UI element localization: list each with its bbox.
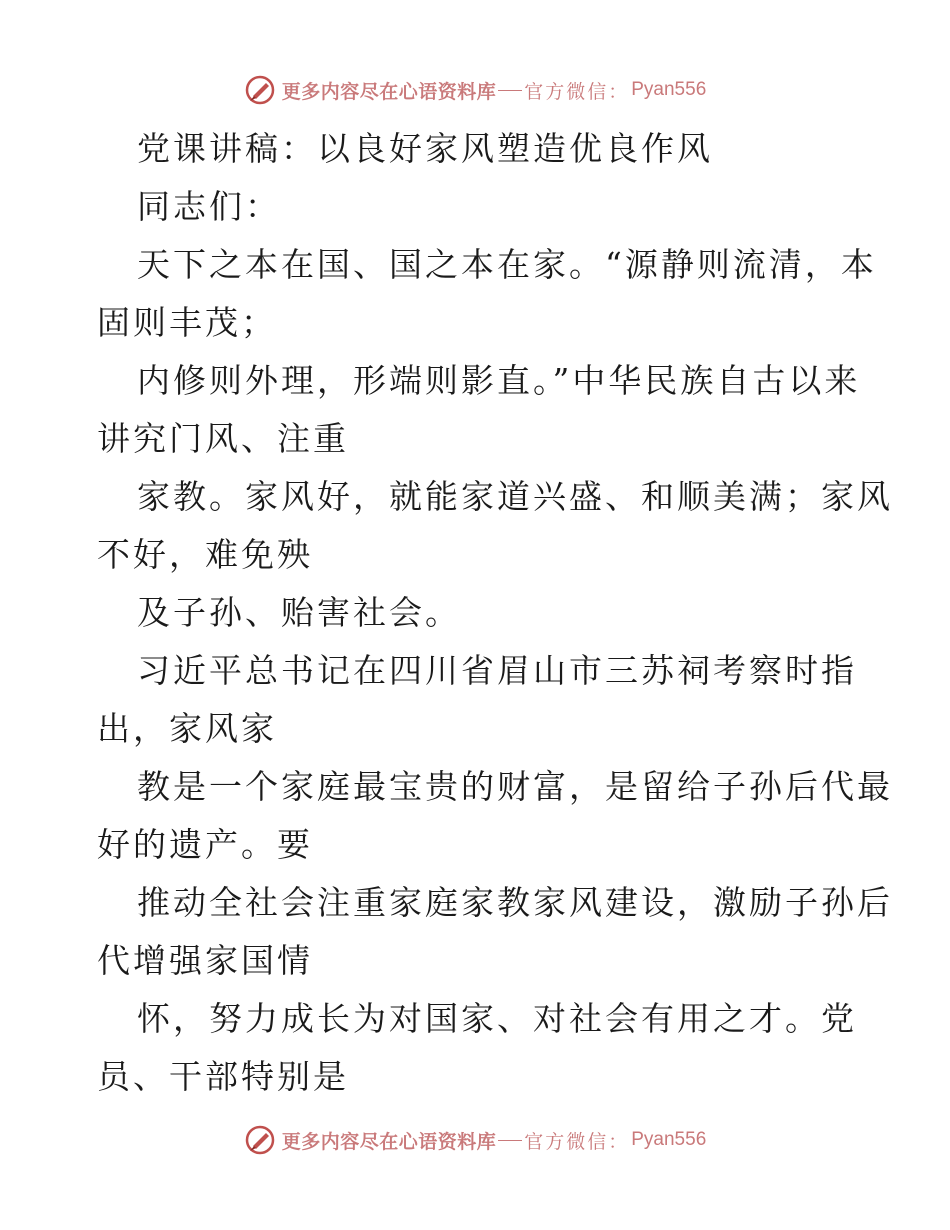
banner-divider [498, 90, 522, 91]
banner-ad-text: 更多内容尽在心语资料库 [281, 80, 497, 103]
text-line: 天下之本在国、国之本在家。“源静则流清，本 [137, 245, 877, 284]
text-line: 推动全社会注重家庭家教家风建设，激励子孙后 [137, 883, 893, 922]
footer-banner [0, 1122, 950, 1158]
document-body [97, 120, 893, 1106]
banner-wechat-label: 官方微信： [524, 80, 630, 103]
text-line: 教是一个家庭最宝贵的财富，是留给子孙后代最 [137, 767, 893, 806]
pen-logo-icon [244, 74, 276, 106]
banner-divider [498, 1140, 522, 1141]
banner-wechat-id: Pyan556 [631, 1129, 707, 1150]
document-title: 党课讲稿：以良好家风塑造优良作风 [137, 129, 713, 168]
text-line: 不好，难免殃 [97, 535, 313, 574]
salutation: 同志们： [137, 187, 281, 226]
pen-logo-icon [244, 1124, 276, 1156]
banner-wechat-id: Pyan556 [631, 79, 707, 100]
text-line: 讲究门风、注重 [97, 419, 349, 458]
text-line: 固则丰茂； [97, 303, 277, 342]
text-line: 家教。家风好，就能家道兴盛、和顺美满；家风 [137, 477, 893, 516]
text-line: 出，家风家 [97, 709, 277, 748]
banner-wechat-label: 官方微信： [524, 1130, 630, 1153]
banner-ad-text: 更多内容尽在心语资料库 [281, 1130, 497, 1153]
text-line: 怀，努力成长为对国家、对社会有用之才。党 [137, 999, 857, 1038]
text-line: 员、干部特别是 [97, 1057, 349, 1096]
text-line: 代增强家国情 [97, 941, 313, 980]
text-line: 习近平总书记在四川省眉山市三苏祠考察时指 [137, 651, 857, 690]
text-line: 内修则外理，形端则影直。”中华民族自古以来 [137, 361, 861, 400]
text-line: 及子孙、贻害社会。 [137, 593, 461, 632]
header-banner [0, 72, 950, 108]
text-line: 好的遗产。要 [97, 825, 313, 864]
